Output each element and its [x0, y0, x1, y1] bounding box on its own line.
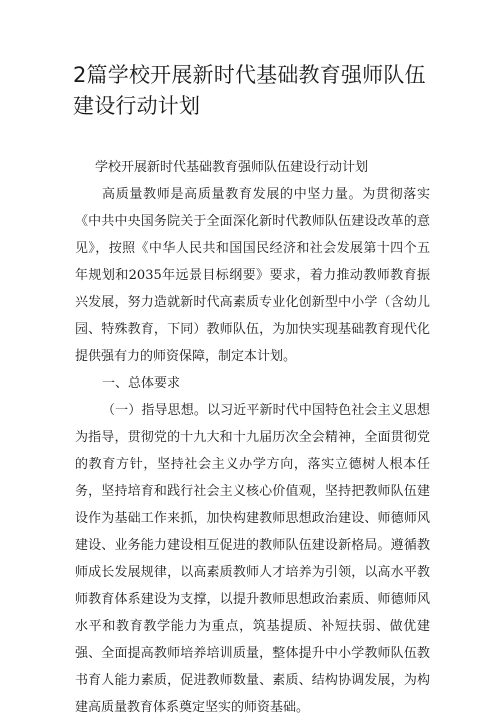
document-subtitle: 学校开展新时代基础教育强师队伍建设行动计划	[95, 160, 369, 175]
guiding-ideology-paragraph: （一）指导思想。以习近平新时代中国特色社会主义思想为指导，贯彻党的十九大和十九届历次全会精神，全面贯彻党的教育方针，坚持社会主义办学方向，落实立德树人根本任务，坚持培育和践行社会主义核心价值观，坚持把教师队伍建设作为基础工作来抓，加快构建教师思想政治建设、师德师风建设、业务能力建设相互促进的教师队伍建设新格局。遵循教师成长发展规律，以高素质教师人才培养为引领，以高水平教师教育体系建设为支撑，以提升教师思想政治素质、师德师风水平和教育教学能力为重点，筑基提质、补短扶弱、做优建强、全面提高教师培养培训质量，整体提升中小学教师队伍教书育人能力素质，促进教师数量、素质、结构协调发展，为构建高质量教育体系奠定坚实的师资基础。	[75, 403, 430, 715]
intro-paragraph: 高质量教师是高质量教育发展的中坚力量。为贯彻落实《中共中央国务院关于全面深化新时代教师队伍建设改革的意见》，按照《中华人民共和国国民经济和社会发展第十四个五年规划和2035年远景目标纲要》要求，着力推动教师教育振兴发展，努力造就新时代高素质专业化创新型中小学（含幼儿园、特殊教育，下同）教师队伍，为加快实现基础教育现代化提供强有力的师资保障，制定本计划。	[75, 187, 430, 364]
document-title: 2篇学校开展新时代基础教育强师队伍建设行动计划	[73, 63, 426, 118]
section-heading-general-requirements: 一、总体要求	[102, 376, 181, 391]
